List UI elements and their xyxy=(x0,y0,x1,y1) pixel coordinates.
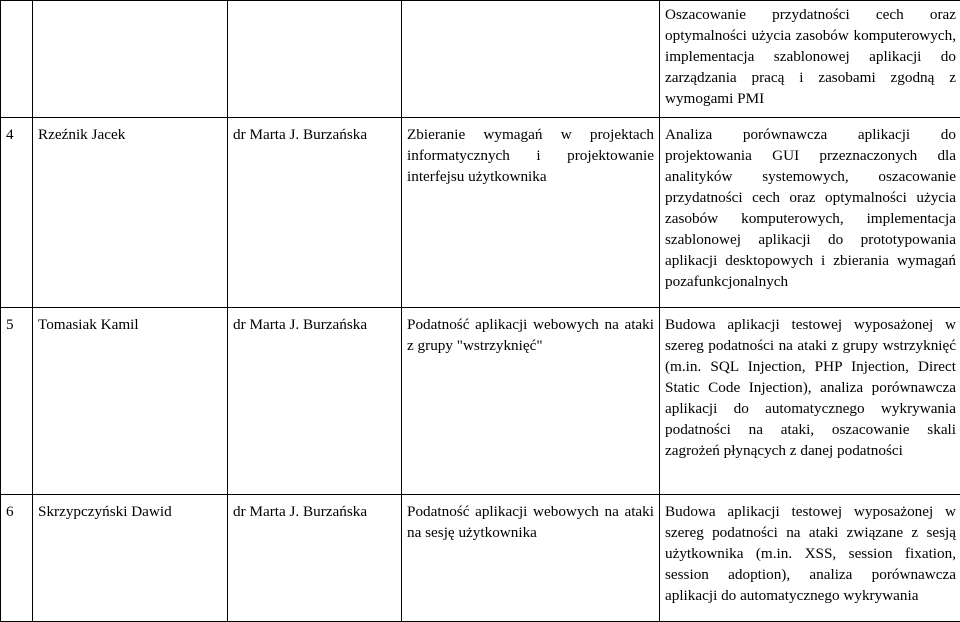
thesis-topic: Zbieranie wymagań w projektach informatycznych i projektowanie interfejsu użytkownika xyxy=(402,118,660,308)
row-number: 4 xyxy=(1,118,33,308)
thesis-scope: Budowa aplikacji testowej wyposażonej w szereg podatności na ataki z grupy wstrzyknięć (m.in. SQL Injection, PHP Injection, Direct Static Code Injection), analiza porównawcza aplikacji do automatycznego wykrywania podatności na ataki, oszacowanie skali zagrożeń płynących z danej podatności xyxy=(660,308,960,495)
row-number: 5 xyxy=(1,308,33,495)
thesis-scope: Oszacowanie przydatności cech oraz optymalności użycia zasobów komputerowych, implementacja szablonowej aplikacji do zarządzania pracą i zasobami zgodną z wymogami PMI xyxy=(660,1,960,118)
table-row xyxy=(1,308,960,495)
promotor-name: dr Marta J. Burzańska xyxy=(228,495,402,622)
promotor-name xyxy=(228,1,402,118)
student-name: Rzeźnik Jacek xyxy=(33,118,228,308)
student-name: Skrzypczyński Dawid xyxy=(33,495,228,622)
table-row xyxy=(1,118,960,308)
thesis-topic: Podatność aplikacji webowych na ataki na sesję użytkownika xyxy=(402,495,660,622)
promotor-name: dr Marta J. Burzańska xyxy=(228,308,402,495)
promotor-name: dr Marta J. Burzańska xyxy=(228,118,402,308)
row-number xyxy=(1,1,33,118)
row-number: 6 xyxy=(1,495,33,622)
thesis-scope: Budowa aplikacji testowej wyposażonej w szereg podatności na ataki związane z sesją użytkownika (m.in. XSS, session fixation, session adoption), analiza porównawcza aplikacji do automatycznego wykrywania xyxy=(660,495,960,622)
student-name: Tomasiak Kamil xyxy=(33,308,228,495)
thesis-topic xyxy=(402,1,660,118)
thesis-topic: Podatność aplikacji webowych na ataki z grupy "wstrzyknięć" xyxy=(402,308,660,495)
thesis-scope: Analiza porównawcza aplikacji do projektowania GUI przeznaczonych dla analityków systemowych, oszacowanie przydatności cech oraz optymalności użycia zasobów komputerowych, implementacja szablonowej aplikacji do prototypowania aplikacji desktopowych i zbierania wymagań pozafunkcjonalnych xyxy=(660,118,960,308)
table-row xyxy=(1,495,960,622)
table-row xyxy=(1,1,960,118)
student-name xyxy=(33,1,228,118)
